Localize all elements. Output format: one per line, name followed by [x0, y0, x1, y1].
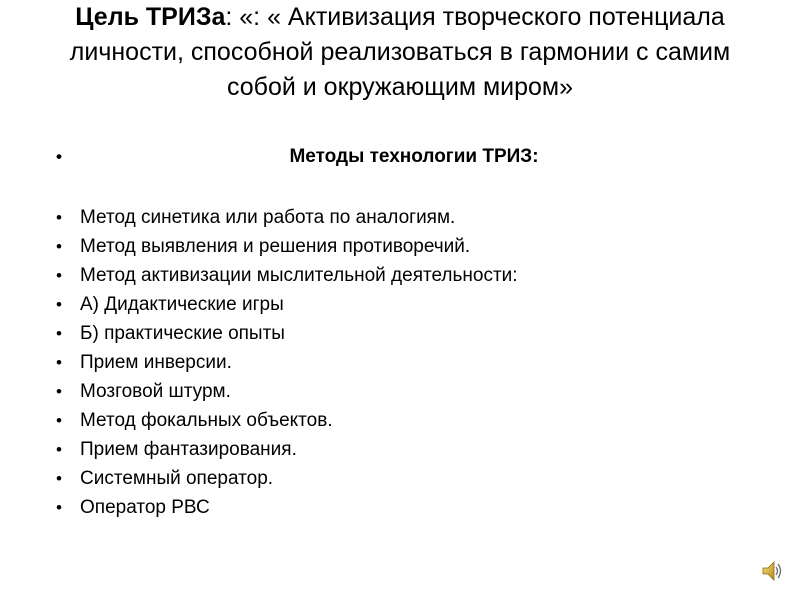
list-item — [44, 261, 744, 290]
list-item-text: Системный оператор. — [80, 468, 274, 489]
list-item — [44, 377, 744, 406]
bullet: • — [56, 411, 62, 430]
bullet: • — [56, 266, 62, 285]
list-item-text: Метод активизации мыслительной деятельности: — [80, 265, 518, 286]
list-item-text: Метод фокальных объектов. — [80, 410, 333, 431]
bullet: • — [56, 237, 62, 256]
list-item-text: Прием инверсии. — [80, 352, 232, 373]
list-item — [44, 464, 744, 493]
methods-list — [44, 142, 744, 522]
slide-title — [40, 0, 760, 105]
methods-heading: Методы технологии ТРИЗ: — [289, 146, 539, 167]
bullet: • — [56, 440, 62, 459]
bullet: • — [56, 208, 62, 227]
list-item-text: Метод синетика или работа по аналогиям. — [80, 207, 456, 228]
list-item-text: Б) практические опыты — [80, 323, 285, 344]
bullet: • — [56, 382, 62, 401]
list-item — [44, 493, 744, 522]
speaker-icon[interactable] — [762, 560, 782, 582]
list-item-text: Мозговой штурм. — [80, 381, 231, 402]
list-item — [44, 203, 744, 232]
list-item-text: Оператор РВС — [80, 497, 210, 518]
title-text: : «: « Активизация творческого потенциала личности, способной реализоваться в гармонии с самим собой и окружающим миром» — [69, 3, 731, 101]
bullet: • — [56, 353, 62, 372]
list-item — [44, 348, 744, 377]
list-spacer — [44, 171, 744, 203]
title-bold-part: Цель ТРИЗа — [75, 3, 226, 31]
list-item — [44, 319, 744, 348]
list-item-text: Метод выявления и решения противоречий. — [80, 236, 471, 257]
bullet: • — [56, 498, 62, 517]
bullet: • — [56, 147, 62, 166]
list-item — [44, 435, 744, 464]
list-item — [44, 406, 744, 435]
bullet: • — [56, 324, 62, 343]
list-item-text: А) Дидактические игры — [80, 294, 284, 315]
list-item-text: Прием фантазирования. — [80, 439, 297, 460]
list-item — [44, 232, 744, 261]
bullet: • — [56, 469, 62, 488]
list-item — [44, 290, 744, 319]
bullet: • — [56, 295, 62, 314]
list-heading — [44, 142, 744, 171]
